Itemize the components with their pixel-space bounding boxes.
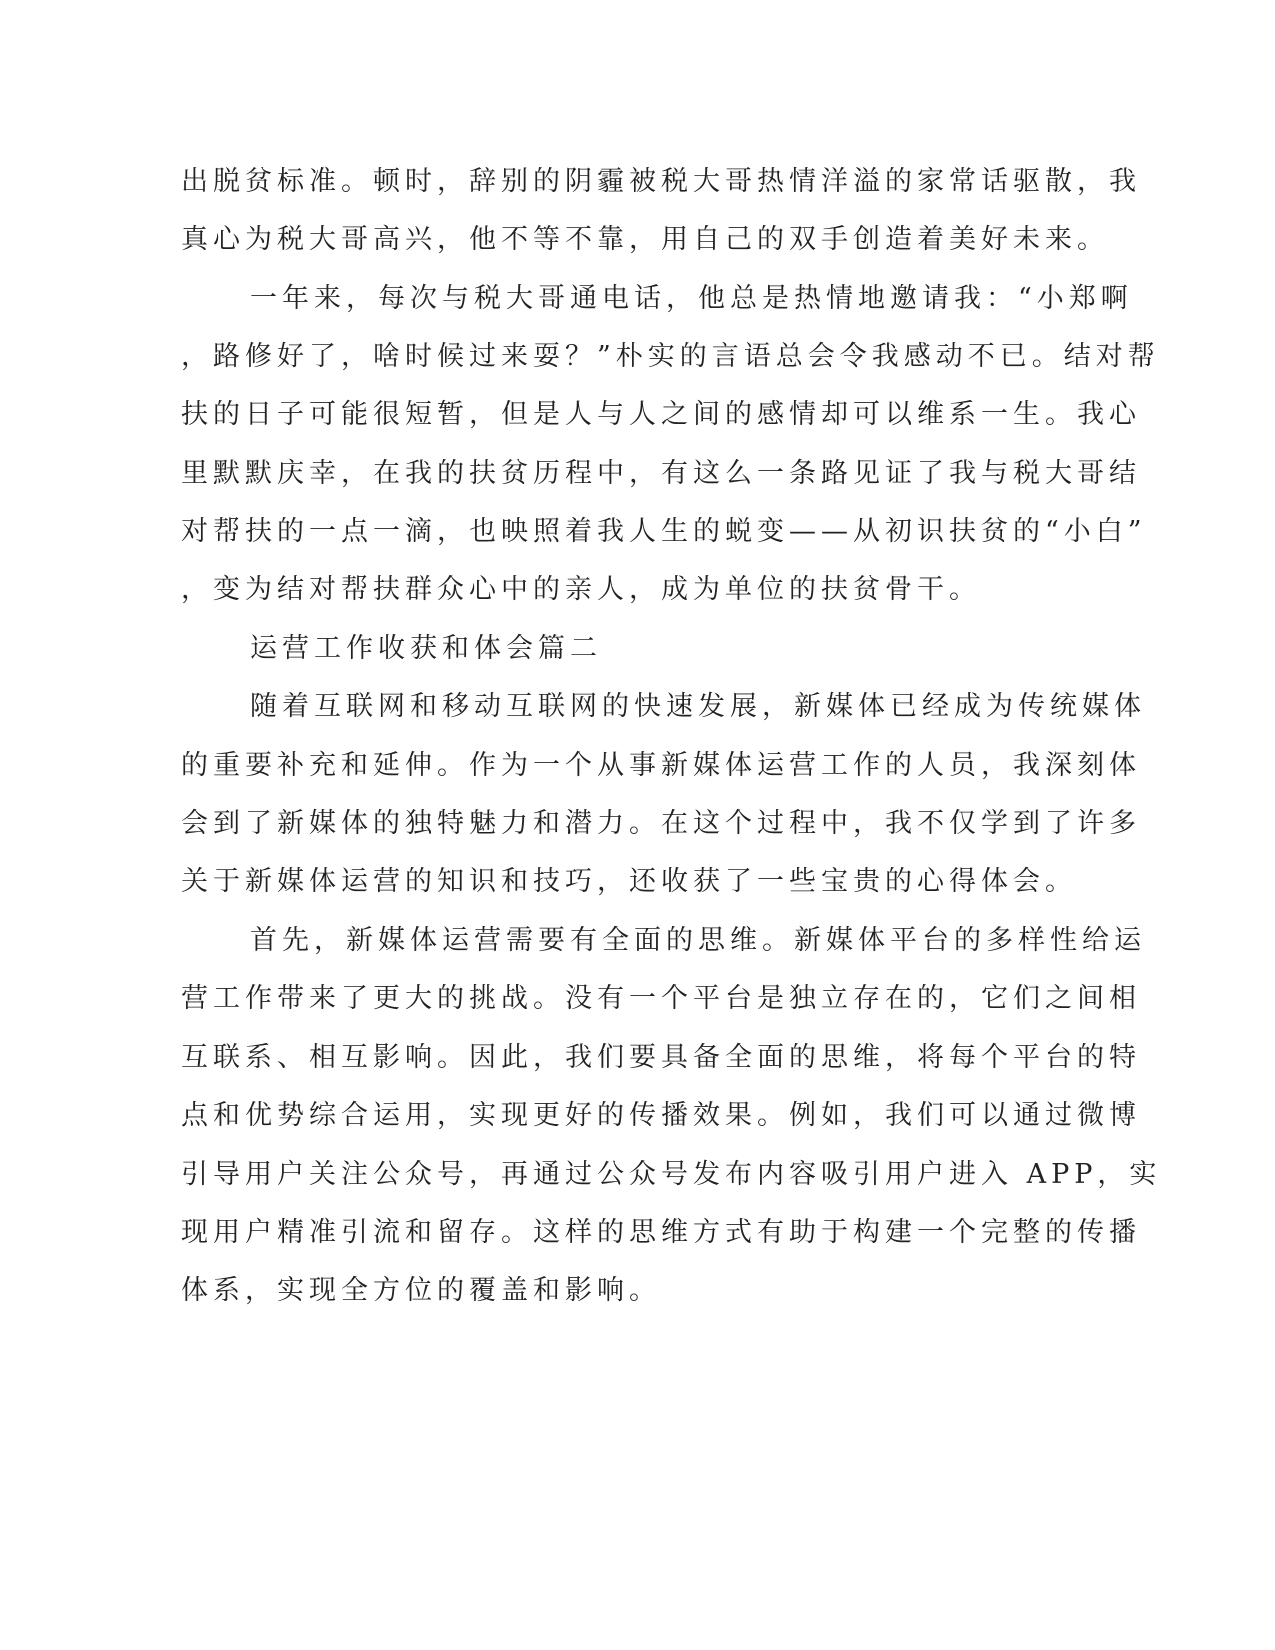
paragraph-5-line-5: 引导用户关注公众号，再通过公众号发布内容吸引用户进入 APP，实: [181, 1159, 1162, 1190]
paragraph-5-line-3: 互联系、相互影响。因此，我们要具备全面的思维，将每个平台的特: [181, 1042, 1141, 1073]
paragraph-2-line-5: 对帮扶的一点一滴，也映照着我人生的蜕变——从初识扶贫的“小白”: [181, 516, 1147, 547]
paragraph-1-line-1: 出脱贫标准。顿时，辞别的阴霾被税大哥热情洋溢的家常话驱散，我: [181, 166, 1141, 197]
paragraph-2-line-2: ，路修好了，啥时候过来耍？”朴实的言语总会令我感动不已。结对帮: [181, 341, 1160, 372]
paragraph-5-line-4: 点和优势综合运用，实现更好的传播效果。例如，我们可以通过微博: [181, 1100, 1141, 1131]
paragraph-2-line-4: 里默默庆幸，在我的扶贫历程中，有这么一条路见证了我与税大哥结: [181, 458, 1141, 489]
paragraph-5-line-7: 体系，实现全方位的覆盖和影响。: [181, 1275, 661, 1306]
paragraph-4-line-2: 的重要补充和延伸。作为一个从事新媒体运营工作的人员，我深刻体: [181, 750, 1141, 781]
section-heading: 运营工作收获和体会篇二: [250, 633, 602, 664]
paragraph-2-line-1: 一年来，每次与税大哥通电话，他总是热情地邀请我：“小郑啊: [250, 283, 1133, 314]
paragraph-5-line-1: 首先，新媒体运营需要有全面的思维。新媒体平台的多样性给运: [250, 925, 1146, 956]
paragraph-4-line-4: 关于新媒体运营的知识和技巧，还收获了一些宝贵的心得体会。: [181, 866, 1077, 897]
paragraph-5-line-2: 营工作带来了更大的挑战。没有一个平台是独立存在的，它们之间相: [181, 983, 1141, 1014]
paragraph-1-line-2: 真心为税大哥高兴，他不等不靠，用自己的双手创造着美好未来。: [181, 224, 1109, 255]
paragraph-2-line-3: 扶的日子可能很短暂，但是人与人之间的感情却可以维系一生。我心: [181, 399, 1141, 430]
paragraph-5-line-6: 现用户精准引流和留存。这样的思维方式有助于构建一个完整的传播: [181, 1217, 1141, 1248]
paragraph-2-line-6: ，变为结对帮扶群众心中的亲人，成为单位的扶贫骨干。: [181, 574, 981, 605]
paragraph-4-line-1: 随着互联网和移动互联网的快速发展，新媒体已经成为传统媒体: [250, 691, 1146, 722]
paragraph-4-line-3: 会到了新媒体的独特魅力和潜力。在这个过程中，我不仅学到了许多: [181, 808, 1141, 839]
